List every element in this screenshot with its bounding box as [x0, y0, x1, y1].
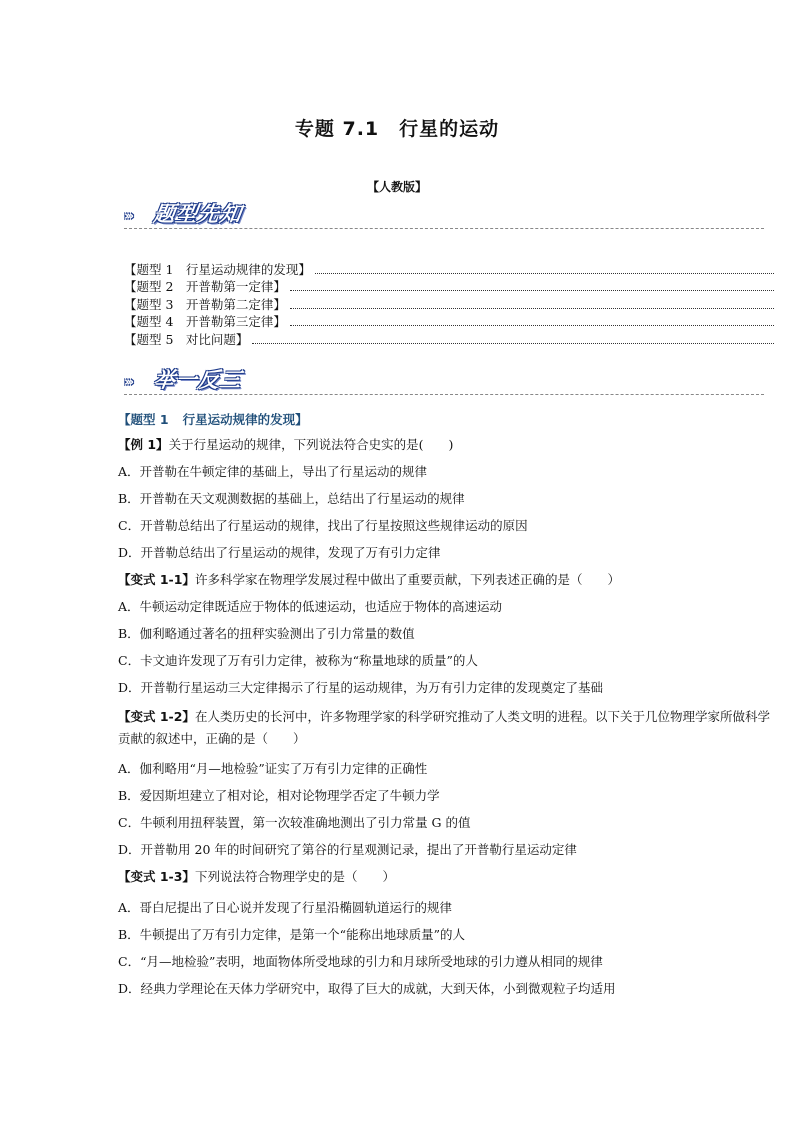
toc-item-label: 【题型 3 开普勒第二定律】: [124, 296, 286, 312]
option: D．开普勒用 20 年的时间研究了第谷的行星观测记录，提出了开普勒行星运动定律: [118, 842, 577, 857]
section-heading: [118, 410, 778, 428]
edition-label: 【人教版】: [366, 180, 427, 194]
banner-practice-text: 举一反三: [152, 368, 244, 392]
question-stem: 在人类历史的长河中，许多物理学家的科学研究推动了人类文明的进程。以下关于几位物理学家所做科学贡献的叙述中，正确的是（ ）: [118, 709, 770, 746]
toc-item-label: 【题型 5 对比问题】: [124, 331, 249, 347]
table-of-contents: [124, 260, 774, 348]
question-stem: 许多科学家在物理学发展过程中做出了重要贡献，下列表述正确的是（ ）: [194, 572, 620, 587]
banner-practice: [124, 366, 764, 395]
toc-item[interactable]: [124, 330, 774, 348]
toc-leader: [315, 272, 774, 274]
toc-item-label: 【题型 2 开普勒第一定律】: [124, 279, 286, 294]
banner-preview: [124, 200, 764, 229]
option: A．牛顿运动定律既适应于物体的低速运动，也适应于物体的高速运动: [118, 599, 503, 614]
option: D．经典力学理论在天体力学研究中，取得了巨大的成就，大到天体，小到微观粒子均适用: [118, 981, 616, 996]
option: A．哥白尼提出了日心说并发现了行星沿椭圆轨道运行的规律: [118, 900, 453, 915]
question-variant-1-2: [118, 706, 778, 750]
question-tag: 【变式 1-1】: [118, 572, 195, 587]
option: C．“月—地检验”表明，地面物体所受地球的引力和月球所受地球的引力遵从相同的规律: [118, 954, 603, 969]
option: C．开普勒总结出了行星运动的规律，找出了行星按照这些规律运动的原因: [118, 518, 528, 533]
question-stem: 下列说法符合物理学史的是（ ）: [194, 869, 395, 884]
toc-item[interactable]: [124, 295, 774, 313]
toc-leader: [290, 324, 774, 326]
banner-arrows-icon: ›››: [124, 375, 132, 390]
question-example-1: [118, 436, 778, 453]
question-tag: 【例 1】: [118, 437, 169, 452]
question-stem: 关于行星运动的规律，下列说法符合史实的是( ): [168, 437, 454, 452]
toc-leader: [290, 289, 774, 291]
question-variant-1-1: [118, 571, 778, 588]
question-tag: 【变式 1-2】: [118, 709, 195, 724]
toc-leader: [290, 307, 774, 309]
toc-leader: [252, 342, 774, 344]
option: B．伽利略通过著名的扭秤实验测出了引力常量的数值: [118, 626, 415, 641]
toc-item[interactable]: [124, 278, 774, 296]
toc-item-label: 【题型 4 开普勒第三定律】: [124, 314, 286, 329]
option: D．开普勒总结出了行星运动的规律，发现了万有引力定律: [118, 545, 441, 560]
option: C．牛顿利用扭秤装置，第一次较准确地测出了引力常量 G 的值: [118, 815, 471, 830]
toc-item-label: 【题型 1 行星运动规律的发现】: [124, 261, 311, 277]
document-title: 专题 7.1 行星的运动: [294, 118, 500, 140]
banner-preview-text: 题型先知: [152, 202, 244, 226]
banner-arrows-icon: ›››: [124, 209, 132, 224]
question-tag: 【变式 1-3】: [118, 869, 195, 884]
option: A．开普勒在牛顿定律的基础上，导出了行星运动的规律: [118, 464, 428, 479]
option: D．开普勒行星运动三大定律揭示了行星的运动规律，为万有引力定律的发现奠定了基础: [118, 680, 604, 695]
question-content: [118, 410, 778, 1007]
toc-item[interactable]: [124, 260, 774, 278]
section-name: 行星运动规律的发现】: [182, 412, 308, 427]
toc-item[interactable]: [124, 313, 774, 331]
section-label: 【题型 1: [118, 412, 169, 427]
option: B．爱因斯坦建立了相对论，相对论物理学否定了牛顿力学: [118, 788, 440, 803]
option: B．开普勒在天文观测数据的基础上，总结出了行星运动的规律: [118, 491, 465, 506]
question-variant-1-3: [118, 868, 778, 885]
option: A．伽利略用“月—地检验”证实了万有引力定律的正确性: [118, 761, 428, 776]
option: B．牛顿提出了万有引力定律，是第一个“能称出地球质量”的人: [118, 927, 465, 942]
option: C．卡文迪许发现了万有引力定律，被称为“称量地球的质量”的人: [118, 653, 478, 668]
